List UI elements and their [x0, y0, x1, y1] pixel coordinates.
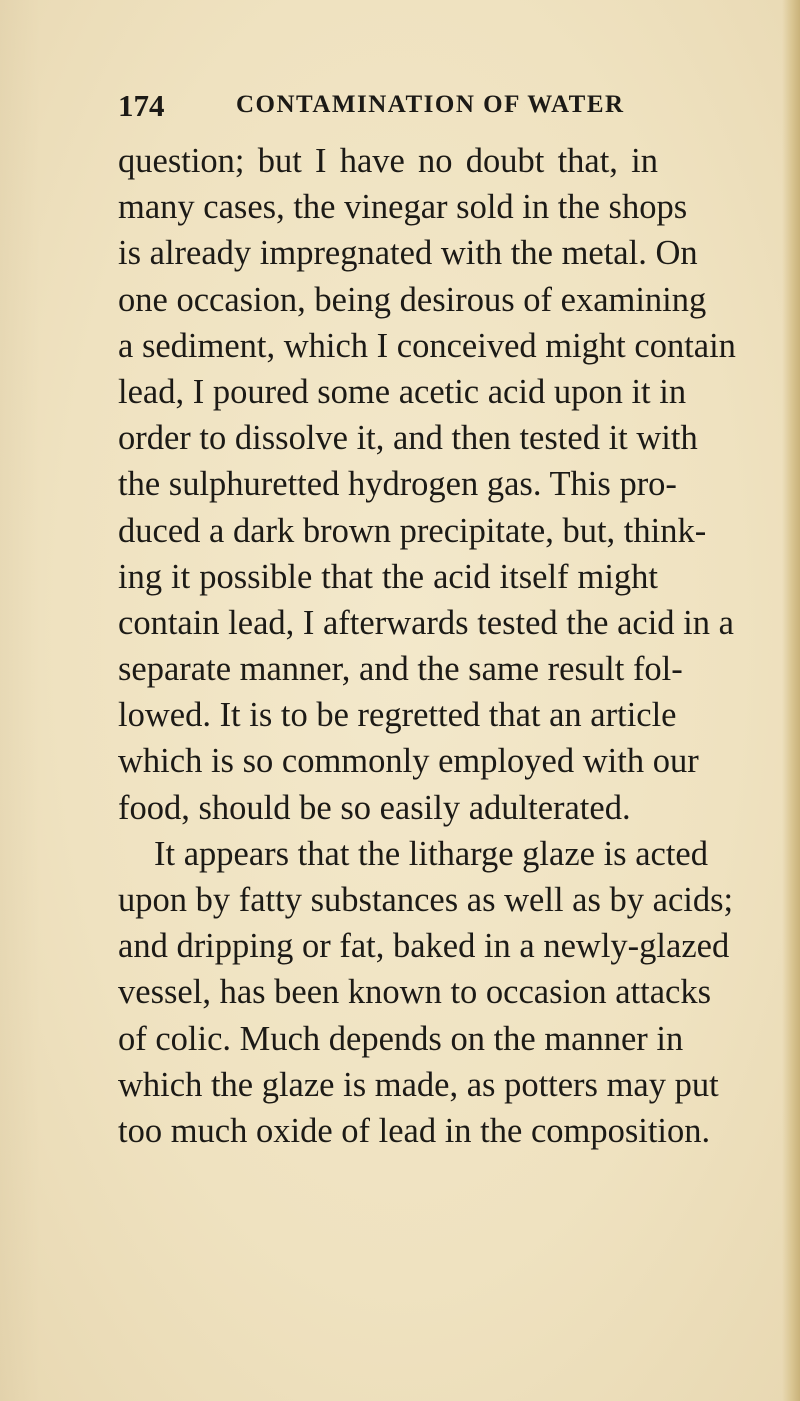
text-line: lowed. It is to be regretted that an article [118, 696, 677, 735]
text-line: which the glaze is made, as potters may put [118, 1065, 719, 1104]
text-line: which is so commonly employed with our [118, 742, 699, 781]
paragraph-start-line: It appears that the litharge glaze is acted [154, 834, 708, 873]
text-line: lead, I poured some acetic acid upon it in [118, 372, 687, 411]
page-number: 174 [118, 88, 165, 123]
text-line: separate manner, and the same result fol- [118, 650, 683, 689]
text-line: the sulphuretted hydrogen gas. This pro- [118, 465, 677, 504]
paragraph-end-line: food, should be so easily adulterated. [118, 788, 631, 827]
running-head: CONTAMINATION OF WATER [236, 91, 625, 118]
text-line: a sediment, which I conceived might contain [118, 326, 736, 365]
text-line: and dripping or fat, baked in a newly-glazed [118, 927, 730, 966]
page-edge [782, 0, 800, 1401]
text-line: of colic. Much depends on the manner in [118, 1019, 684, 1058]
paragraph-end-line: too much oxide of lead in the composition. [118, 1111, 711, 1150]
body-text [118, 138, 736, 1154]
text-line: ing it possible that the acid itself might [118, 557, 658, 596]
text-line: upon by fatty substances as well as by acids; [118, 881, 734, 919]
text-line: order to dissolve it, and then tested it with [118, 419, 698, 458]
text-line: one occasion, being desirous of examining [118, 280, 707, 319]
text-line: question; but I have no doubt that, in [118, 142, 658, 180]
text-line: is already impregnated with the metal. On [118, 234, 698, 273]
text-line: contain lead, I afterwards tested the acid in a [118, 603, 734, 642]
text-line: duced a dark brown precipitate, but, think- [118, 511, 707, 550]
text-line: vessel, has been known to occasion attacks [118, 973, 712, 1012]
page-header [118, 88, 658, 128]
text-line: many cases, the vinegar sold in the shops [118, 188, 688, 227]
